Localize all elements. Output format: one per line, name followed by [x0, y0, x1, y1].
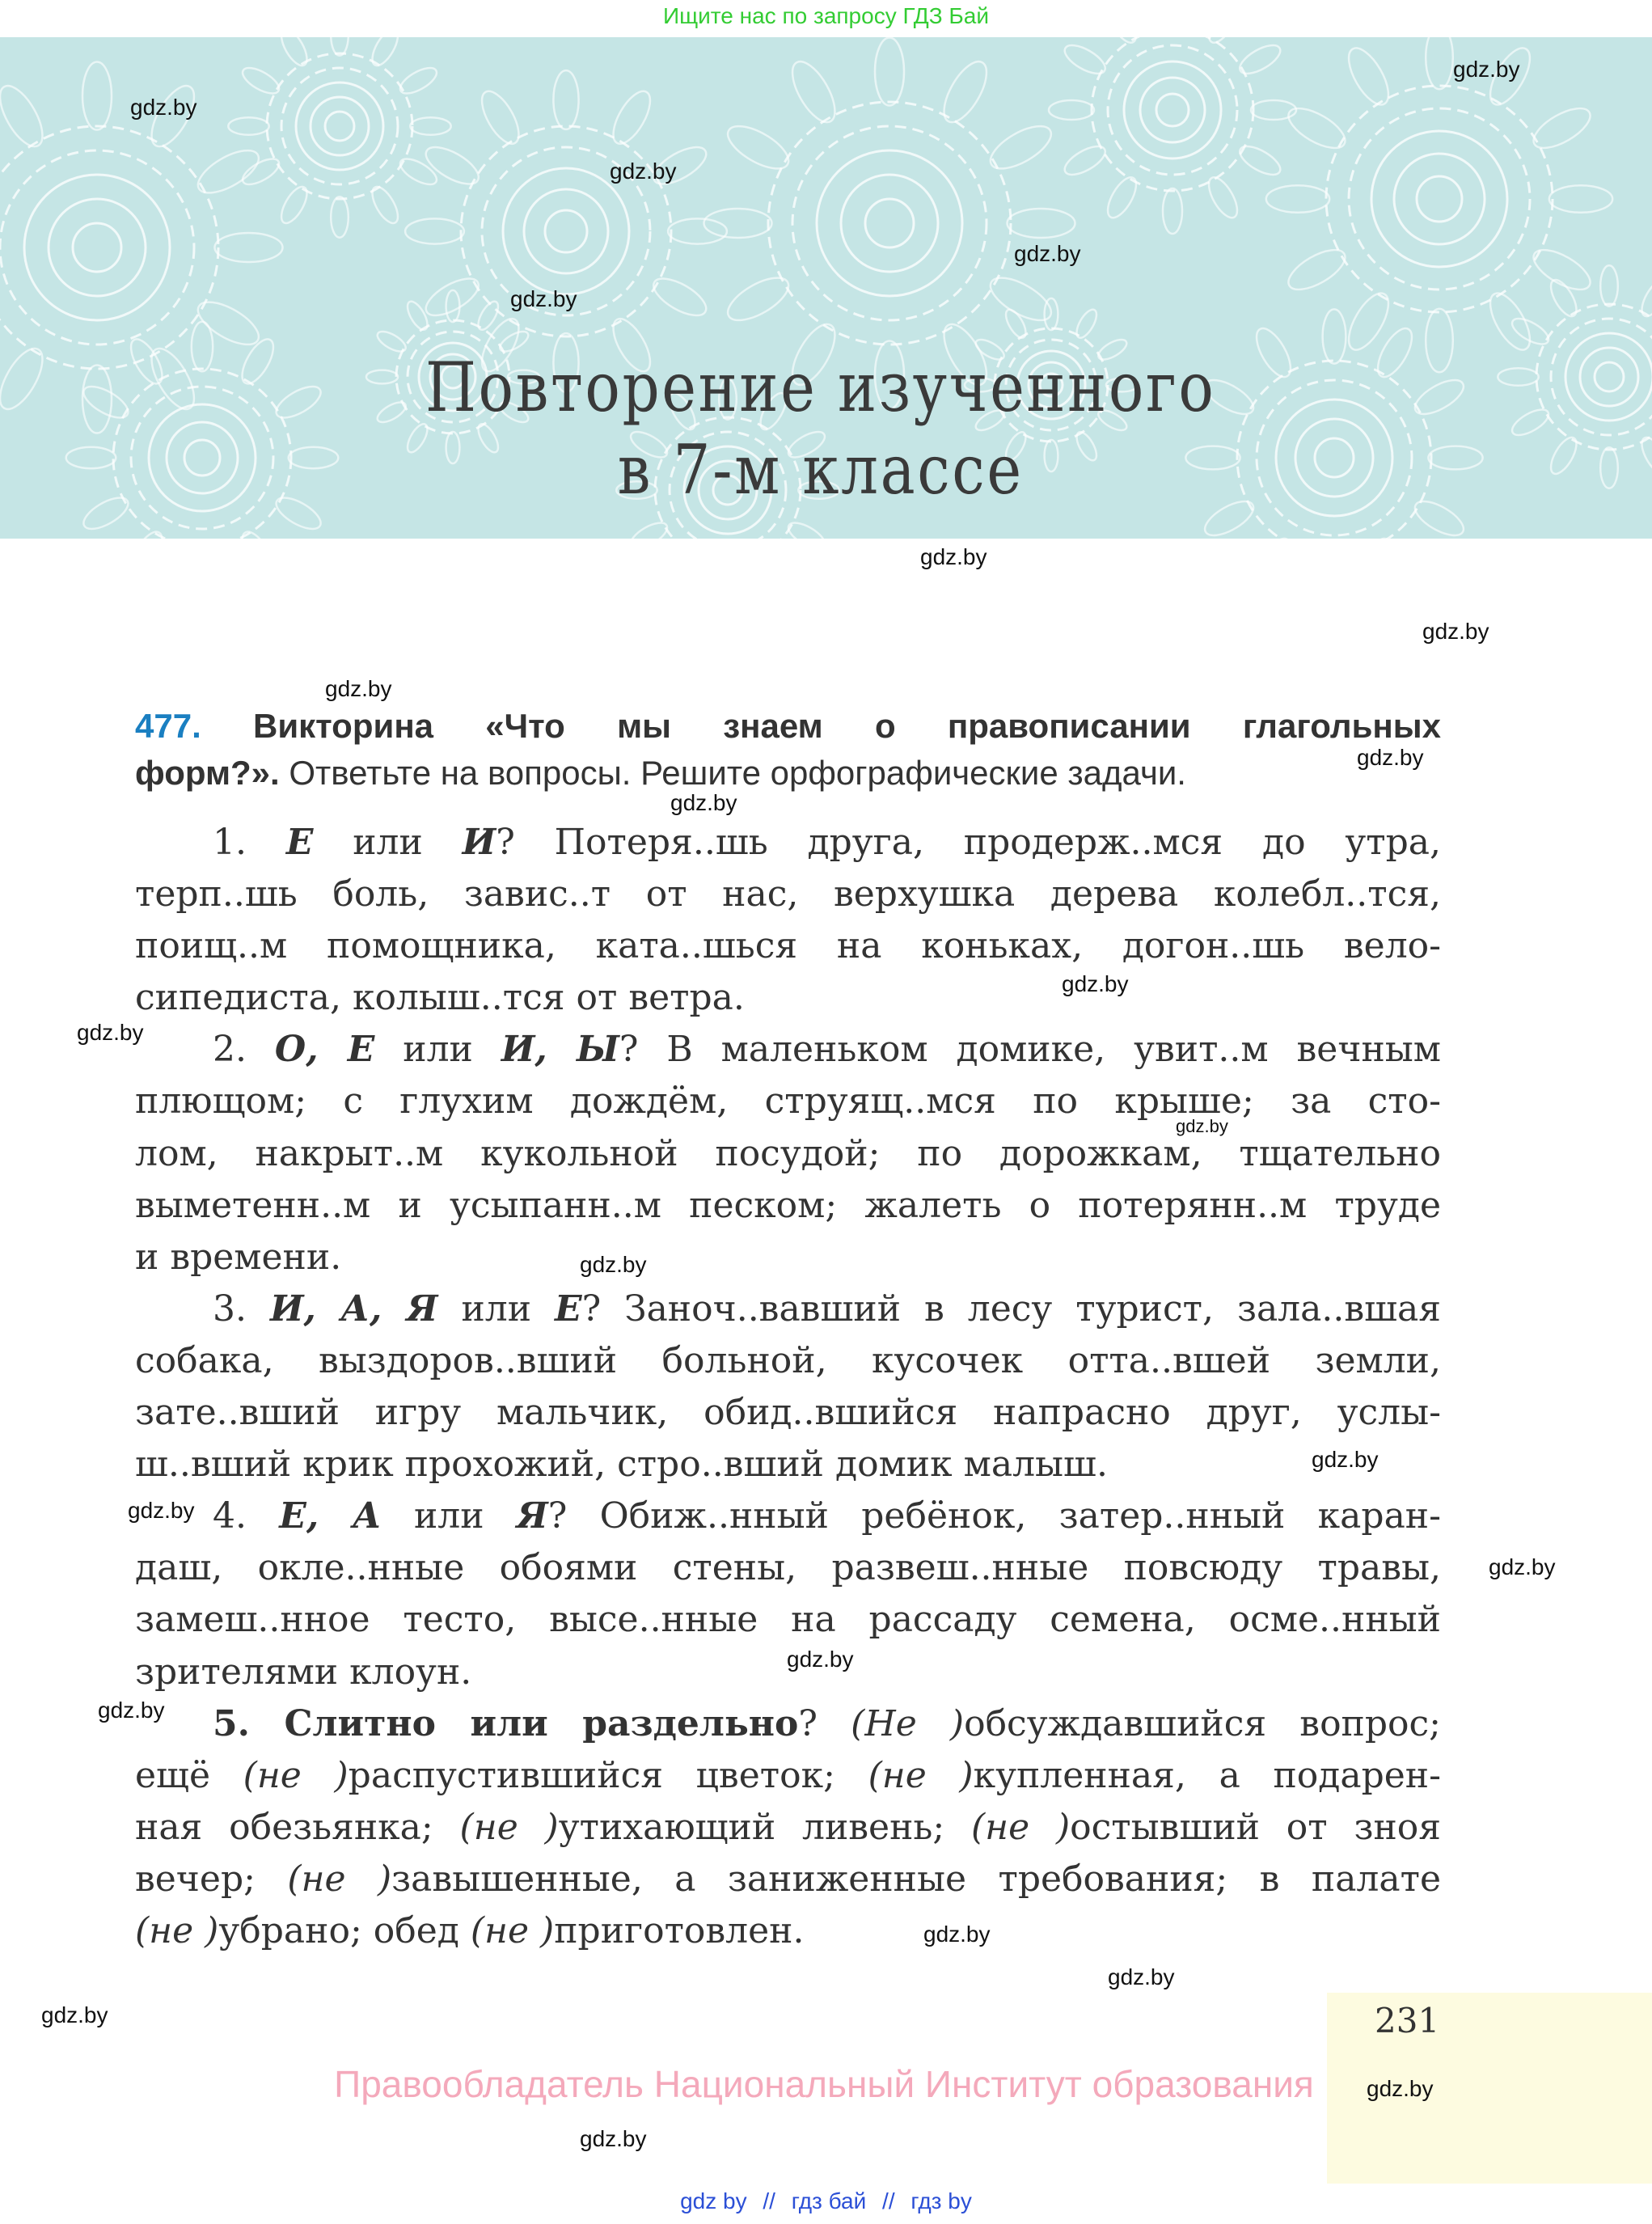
petal-ornament	[1073, 307, 1101, 340]
petal-ornament	[0, 294, 2, 353]
petal-ornament	[1527, 100, 1596, 155]
exercise-instruction: Ответьте на вопросы. Решите орфографические задачи.	[279, 754, 1186, 792]
petal-ornament	[1341, 287, 1396, 356]
flower-ornament	[24, 175, 170, 320]
text-segment: или	[374, 1029, 501, 1071]
petal-ornament	[82, 62, 112, 130]
petal-ornament	[239, 154, 282, 189]
link-gdz-bai[interactable]: гдз бай	[791, 2188, 867, 2213]
watermark: gdz.by	[787, 1647, 854, 1672]
text-line	[135, 1905, 1441, 1957]
page-number: 231	[1375, 2001, 1440, 2040]
petal-ornament	[396, 63, 440, 99]
flower-ornament	[1394, 154, 1485, 244]
petal-ornament	[1060, 40, 1109, 79]
text-segment: 4.	[213, 1495, 280, 1537]
petal-ornament	[405, 218, 464, 243]
watermark: gdz.by	[920, 544, 987, 569]
petal-ornament	[125, 527, 168, 539]
exercise-title: Викторина «Что мы знаем о правописании глагольных	[253, 707, 1441, 745]
chapter-title-line-1: Повторение изученного	[425, 348, 1216, 427]
petal-ornament	[936, 55, 995, 129]
emphasized-text: И	[462, 822, 496, 863]
petal-ornament	[1203, 173, 1243, 222]
petal-ornament	[192, 294, 265, 353]
flower-ornament	[1124, 61, 1221, 159]
text-line	[135, 1387, 1441, 1439]
text-line	[135, 869, 1441, 920]
text-line	[135, 1024, 1441, 1076]
text-segment: поищ..м помощника, ката..шься на коньках, догон..шь вело-	[135, 925, 1441, 967]
flower-ornament	[49, 199, 146, 296]
flower-ornament	[503, 168, 629, 294]
flower-ornament	[1371, 131, 1507, 267]
text-segment: или	[313, 822, 463, 863]
emphasized-text: (не )	[868, 1754, 974, 1796]
text-segment: плющом; с глухим дождём, струящ..мся по крыше; за сто-	[135, 1080, 1441, 1123]
emphasized-text: (не )	[470, 1909, 555, 1951]
emphasized-text: (не )	[243, 1754, 349, 1796]
text-segment: или	[381, 1495, 517, 1537]
petal-ornament	[1060, 141, 1109, 180]
flower-ornament	[296, 82, 383, 170]
text-segment: ? Потеря..шь друга, продерж..мся до утра,	[496, 822, 1442, 863]
text-segment: выметенн..м и усыпанн..м песком; жалеть о потерянн..м труде	[135, 1184, 1441, 1226]
watermark: gdz.by	[130, 95, 197, 120]
text-segment: ш..вший крик прохожий, стро..вший домик малыш.	[135, 1444, 1108, 1486]
emphasized-text: (Не )	[851, 1702, 965, 1744]
text-line	[135, 1232, 1441, 1283]
petal-ornament	[704, 209, 772, 238]
text-segment: 2.	[213, 1029, 275, 1071]
watermark: gdz.by	[128, 1498, 195, 1523]
watermark: gdz.by	[1312, 1447, 1379, 1472]
emphasized-text: Е	[555, 1287, 582, 1330]
watermark: gdz.by	[1453, 57, 1520, 82]
text-segment: или	[437, 1287, 556, 1330]
petal-ornament	[236, 527, 280, 539]
petal-ornament	[1266, 185, 1329, 213]
text-segment: сипедиста, колыш..тся от ветра.	[135, 977, 745, 1019]
text-segment: купленная, а подарен-	[973, 1754, 1442, 1796]
flower-ornament	[841, 175, 938, 272]
link-gdz-by[interactable]: gdz by	[680, 2188, 747, 2213]
text-line	[135, 1283, 1441, 1335]
petal-ornament	[420, 272, 484, 323]
watermark: gdz.by	[1367, 2076, 1434, 2101]
petal-ornament	[396, 154, 440, 189]
petal-ornament	[239, 63, 282, 99]
exercise-title-end: форм?».	[135, 754, 280, 792]
text-segment: распустившийся цветок;	[348, 1754, 868, 1796]
text-segment: ещё	[135, 1754, 243, 1796]
flower-ornament	[1108, 45, 1237, 175]
text-segment: обсуждавшийся вопрос;	[964, 1702, 1442, 1744]
text-line	[135, 1594, 1441, 1646]
petal-ornament	[0, 79, 51, 153]
text-segment: остывший от зноя	[1070, 1806, 1442, 1848]
text-segment: ?	[798, 1702, 851, 1744]
flower-ornament	[0, 126, 218, 369]
flower-ornament	[281, 68, 398, 184]
emphasized-text: О, Е	[274, 1029, 375, 1071]
copyright-notice: Правообладатель Национальный Институт образования	[334, 2063, 1314, 2105]
petal-ornament	[1102, 173, 1142, 222]
text-line	[135, 1439, 1441, 1490]
text-line	[135, 1076, 1441, 1127]
petal-ornament	[331, 197, 349, 237]
text-line	[135, 1854, 1441, 1905]
text-line	[135, 1128, 1441, 1180]
exercise-heading	[135, 703, 1441, 797]
petal-ornament	[606, 86, 657, 150]
text-segment: завышенные, а заниженные требования; в палате	[391, 1858, 1442, 1900]
flower-ornament	[792, 126, 987, 320]
text-line	[135, 1180, 1441, 1232]
text-segment: вечер;	[135, 1858, 288, 1900]
emphasized-text: (не )	[287, 1858, 392, 1900]
watermark: gdz.by	[1489, 1554, 1556, 1579]
text-segment: утихающий ливень;	[558, 1806, 971, 1848]
text-segment: приготовлен.	[554, 1909, 805, 1951]
flower-ornament	[73, 223, 121, 272]
text-segment: зрителями клоун.	[135, 1651, 472, 1693]
watermark: gdz.by	[1014, 241, 1081, 266]
petal-ornament	[668, 218, 727, 243]
petal-ornament	[1002, 307, 1029, 340]
petal-ornament	[192, 142, 265, 201]
petal-ornament	[0, 342, 51, 416]
search-hint-banner[interactable]: Ищите нас по запросу ГДЗ Бай	[662, 3, 990, 28]
text-segment: 3.	[213, 1287, 270, 1330]
watermark: gdz.by	[1422, 619, 1489, 644]
chapter-title-line-2: в 7-м классе	[617, 430, 1024, 509]
petal-ornament	[367, 183, 403, 226]
petal-ornament	[1546, 433, 1582, 477]
petal-ornament	[984, 118, 1058, 177]
watermark: gdz.by	[77, 1020, 144, 1045]
petal-ornament	[784, 55, 843, 129]
flower-ornament	[1417, 176, 1462, 222]
petal-ornament	[1426, 37, 1453, 89]
watermark: gdz.by	[1108, 1964, 1175, 1989]
flower-ornament	[1580, 348, 1638, 406]
link-gdz-by-ru[interactable]: гдз by	[911, 2188, 972, 2213]
text-line	[135, 1802, 1441, 1854]
petal-ornament	[1049, 100, 1094, 120]
petal-ornament	[875, 38, 904, 106]
text-line	[135, 920, 1441, 972]
text-segment: убрано; обед	[218, 1909, 471, 1951]
text-segment: ? В маленьком домике, увит..м вечным	[619, 1029, 1442, 1071]
text-line	[135, 1490, 1441, 1542]
petal-ornament	[1600, 265, 1618, 306]
text-line	[135, 1335, 1441, 1387]
text-segment: лом, накрыт..м кукольной посудой; по дорожкам, тщательно	[135, 1132, 1441, 1174]
petal-ornament	[1236, 141, 1284, 180]
text-segment: ? Заноч..вавший в лесу турист, зала..вшая	[581, 1287, 1441, 1330]
watermark: gdz.by	[923, 1922, 991, 1947]
watermark: gdz.by	[610, 159, 677, 184]
flower-ornament	[1140, 78, 1205, 142]
emphasized-text: И, А, Я	[269, 1287, 438, 1330]
watermark: gdz.by	[41, 2002, 108, 2027]
text-segment: ? Обиж..нный ребёнок, затер..нный каран-	[547, 1495, 1442, 1537]
watermark: gdz.by	[580, 1252, 647, 1277]
flower-ornament	[267, 53, 412, 199]
petal-ornament	[367, 37, 403, 70]
petal-ornament	[1236, 40, 1284, 79]
petal-ornament	[721, 118, 795, 177]
petal-ornament	[1549, 185, 1612, 213]
exercise-number: 477.	[135, 707, 201, 745]
text-line	[135, 1698, 1441, 1750]
petal-ornament	[648, 272, 712, 323]
petal-ornament	[475, 86, 526, 150]
petal-ornament	[1527, 242, 1596, 297]
watermark: gdz.by	[510, 286, 577, 311]
emphasized-text: (не )	[971, 1806, 1071, 1848]
watermark: gdz.by	[98, 1698, 165, 1723]
flower-ornament	[325, 112, 354, 141]
petal-ornament	[1008, 209, 1075, 238]
link-separator: //	[763, 2188, 775, 2213]
petal-ornament	[1546, 276, 1582, 319]
flower-ornament	[0, 150, 194, 345]
petal-ornament	[1282, 100, 1351, 155]
flower-ornament	[865, 199, 914, 247]
text-segment: 1.	[213, 822, 286, 863]
text-segment: замеш..нное тесто, высе..нные на рассаду семена, осме..нный	[135, 1599, 1441, 1641]
emphasized-text: Е	[285, 822, 314, 863]
text-line	[135, 1750, 1441, 1802]
petal-ornament	[1282, 242, 1351, 297]
text-line	[135, 1542, 1441, 1594]
flower-ornament	[817, 150, 962, 296]
watermark: gdz.by	[325, 676, 392, 701]
watermark: gdz.by	[1357, 745, 1424, 770]
flower-ornament	[1349, 108, 1530, 290]
exercise-body	[135, 817, 1441, 1957]
emphasized-text: Я	[516, 1495, 548, 1537]
petal-ornament	[1251, 100, 1296, 120]
text-segment: зате..вший игру мальчик, обид..вшийся напрасно друг, услы-	[135, 1392, 1441, 1434]
flower-ornament	[545, 210, 587, 252]
text-segment: и времени.	[135, 1236, 342, 1278]
text-segment: собака, выздоров..вший больной, кусочек отта..вшей земли,	[135, 1339, 1441, 1381]
link-separator: //	[882, 2188, 895, 2213]
flower-ornament	[1156, 94, 1189, 126]
flower-ornament	[1595, 362, 1624, 391]
emphasized-text: (не )	[459, 1806, 559, 1848]
emphasized-text: И, Ы	[501, 1029, 619, 1071]
watermark: gdz.by	[580, 2126, 647, 2151]
petal-ornament	[277, 183, 312, 226]
emphasized-text: (не )	[135, 1909, 219, 1951]
petal-ornament	[1163, 188, 1182, 234]
flower-ornament	[768, 102, 1011, 345]
petal-ornament	[215, 233, 283, 262]
petal-ornament	[1600, 447, 1618, 488]
petal-ornament	[553, 70, 578, 129]
petal-ornament	[66, 447, 116, 468]
text-segment: терп..шь боль, завис..т от нас, верхушка дерева колебл..тся,	[135, 873, 1441, 915]
petal-ornament	[1371, 534, 1419, 539]
text-segment: ная обезьянка;	[135, 1806, 460, 1848]
watermark: gdz.by	[1176, 1116, 1228, 1136]
petal-ornament	[228, 117, 268, 135]
watermark: gdz.by	[670, 790, 737, 815]
emphasized-text: 5. Слитно или раздельно	[213, 1702, 799, 1744]
bottom-links	[0, 2188, 1652, 2214]
flower-ornament	[311, 97, 369, 155]
text-line	[135, 972, 1441, 1024]
flower-ornament	[524, 189, 608, 273]
petal-ornament	[446, 290, 460, 322]
petal-ornament	[1341, 42, 1396, 111]
text-line	[135, 817, 1441, 869]
watermark: gdz.by	[1062, 971, 1129, 996]
petal-ornament	[277, 37, 312, 70]
petal-ornament	[410, 117, 450, 135]
petal-ornament	[721, 269, 795, 328]
text-segment: даш, окле..нные обоями стены, развеш..нные повсюду травы,	[135, 1547, 1441, 1589]
flower-ornament	[1326, 86, 1553, 312]
emphasized-text: Е, А	[279, 1495, 382, 1537]
